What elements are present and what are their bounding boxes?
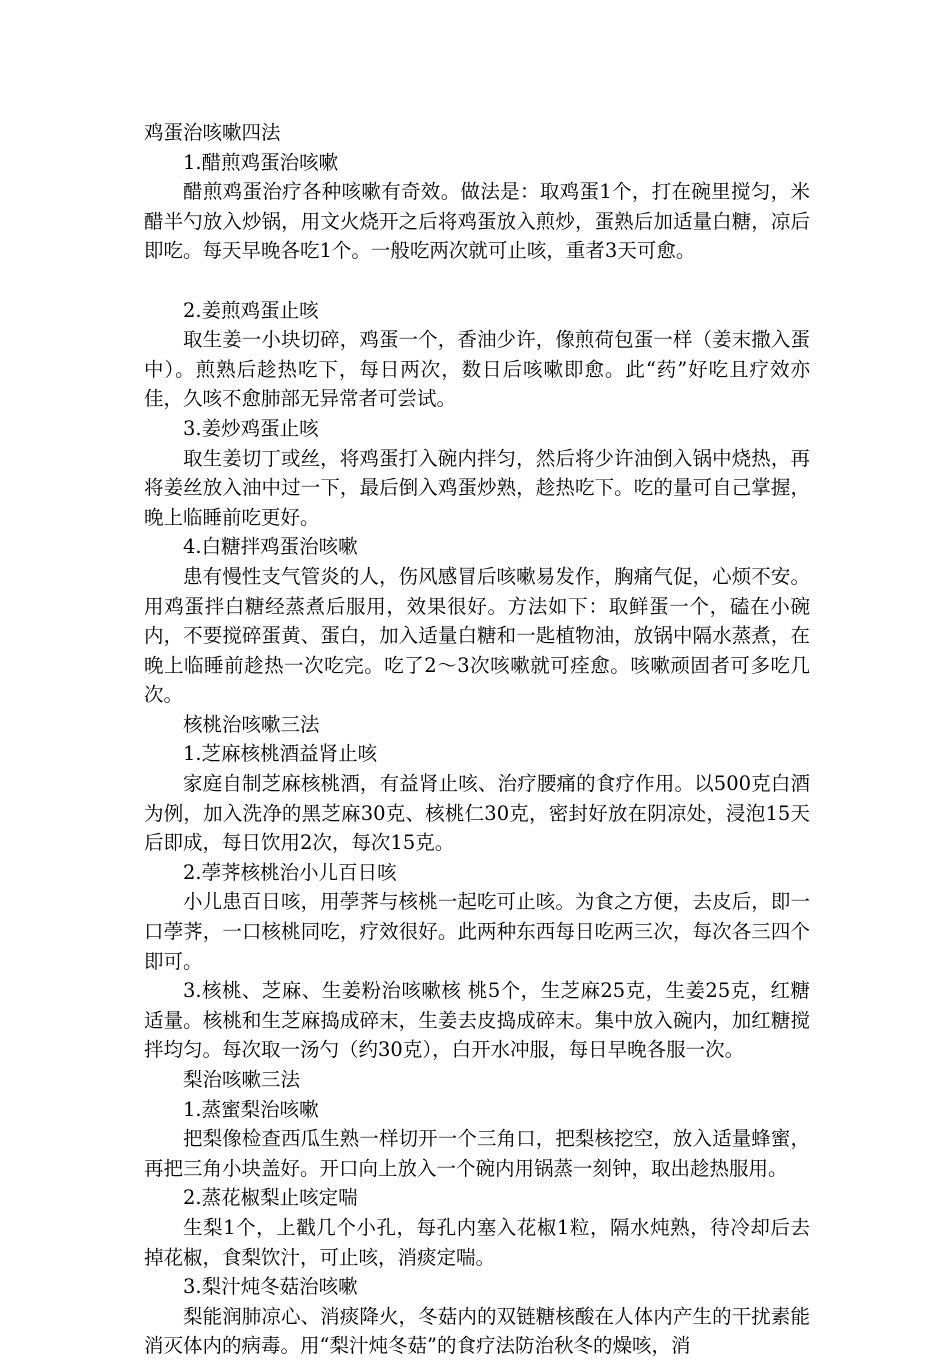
- heading-pear-3: 3.梨汁炖冬菇治咳嗽: [183, 1275, 358, 1299]
- document-page: [144, 118, 810, 1361]
- heading-walnut-2: 2.荸荠核桃治小儿百日咳: [183, 860, 397, 884]
- paragraph-egg-4: 患有慢性支气管炎的人，伤风感冒后咳嗽易发作，胸痛气促，心烦不安。用鸡蛋拌白糖经蒸煮后服用，效果很好。方法如下：取鲜蛋一个，磕在小碗内，不要搅碎蛋黄、蛋白，加入适量白糖和一匙植物油，放锅中隔水蒸煮，在晚上临睡前趁热一次吃完。吃了2～3次咳嗽就可痊愈。咳嗽顽固者可多吃几次。: [144, 564, 810, 707]
- heading-walnut-1: 1.芝麻核桃酒益肾止咳: [183, 742, 378, 766]
- heading-egg-4: 4.白糖拌鸡蛋治咳嗽: [183, 535, 358, 559]
- heading-pear-1: 1.蒸蜜梨治咳嗽: [183, 1097, 319, 1121]
- paragraph-pear-2: 生梨1个，上戳几个小孔，每孔内塞入花椒1粒，隔水炖熟，待冷却后去掉花椒，食梨饮汁，可止咳，消痰定喘。: [144, 1215, 810, 1269]
- heading-egg-1: 1.醋煎鸡蛋治咳嗽: [183, 150, 339, 174]
- paragraph-walnut-3: 3.核桃、芝麻、生姜粉治咳嗽核 桃5个，生芝麻25克，生姜25克，红糖适量。核桃和生芝麻捣成碎末，生姜去皮捣成碎末。集中放入碗内，加红糖搅拌均匀。每次取一汤勺（约30克），白开水冲服，每日早晚各服一次。: [144, 979, 810, 1062]
- paragraph-walnut-2: 小儿患百日咳，用荸荠与核桃一起吃可止咳。为食之方便，去皮后，即一口荸荠，一口核桃同吃，疗效很好。此两种东西每日吃两三次，每次各三四个即可。: [144, 890, 810, 973]
- paragraph-walnut-1: 家庭自制芝麻核桃酒，有益肾止咳、治疗腰痛的食疗作用。以500克白酒为例，加入洗净的黑芝麻30克、核桃仁30克，密封好放在阴凉处，浸泡15天后即成，每日饮用2次，每次15克。: [144, 772, 810, 855]
- paragraph-egg-2: 取生姜一小块切碎，鸡蛋一个，香油少许，像煎荷包蛋一样（姜末撒入蛋中）。煎熟后趁热吃下，每日两次，数日后咳嗽即愈。此“药”好吃且疗效亦佳，久咳不愈肺部无异常者可尝试。: [144, 328, 810, 411]
- heading-egg-2: 2.姜煎鸡蛋止咳: [183, 298, 319, 322]
- section-title-egg: 鸡蛋治咳嗽四法: [144, 121, 281, 144]
- heading-egg-3: 3.姜炒鸡蛋止咳: [183, 416, 319, 440]
- paragraph-egg-1: 醋煎鸡蛋治疗各种咳嗽有奇效。做法是：取鸡蛋1个，打在碗里搅匀，米醋半勺放入炒锅，用文火烧开之后将鸡蛋放入煎炒，蛋熟后加适量白糖，凉后即吃。每天早晚各吃1个。一般吃两次就可止咳，重者3天可愈。: [144, 180, 810, 263]
- section-title-walnut: 核桃治咳嗽三法: [183, 712, 320, 736]
- paragraph-pear-3: 梨能润肺凉心、消痰降火，冬菇内的双链糖核酸在人体内产生的干扰素能消灭体内的病毒。用“梨汁炖冬菇”的食疗法防治秋冬的燥咳，消: [144, 1304, 810, 1358]
- paragraph-pear-1: 把梨像检查西瓜生熟一样切开一个三角口，把梨核挖空，放入适量蜂蜜，再把三角小块盖好。开口向上放入一个碗内用锅蒸一刻钟，取出趁热服用。: [144, 1127, 810, 1180]
- section-title-pear: 梨治咳嗽三法: [183, 1068, 301, 1091]
- blank-line: [144, 266, 810, 296]
- heading-pear-2: 2.蒸花椒梨止咳定喘: [183, 1186, 358, 1210]
- paragraph-egg-3: 取生姜切丁或丝，将鸡蛋打入碗内拌匀，然后将少许油倒入锅中烧热，再将姜丝放入油中过一下，最后倒入鸡蛋炒熟，趁热吃下。吃的量可自己掌握，晚上临睡前吃更好。: [144, 446, 810, 529]
